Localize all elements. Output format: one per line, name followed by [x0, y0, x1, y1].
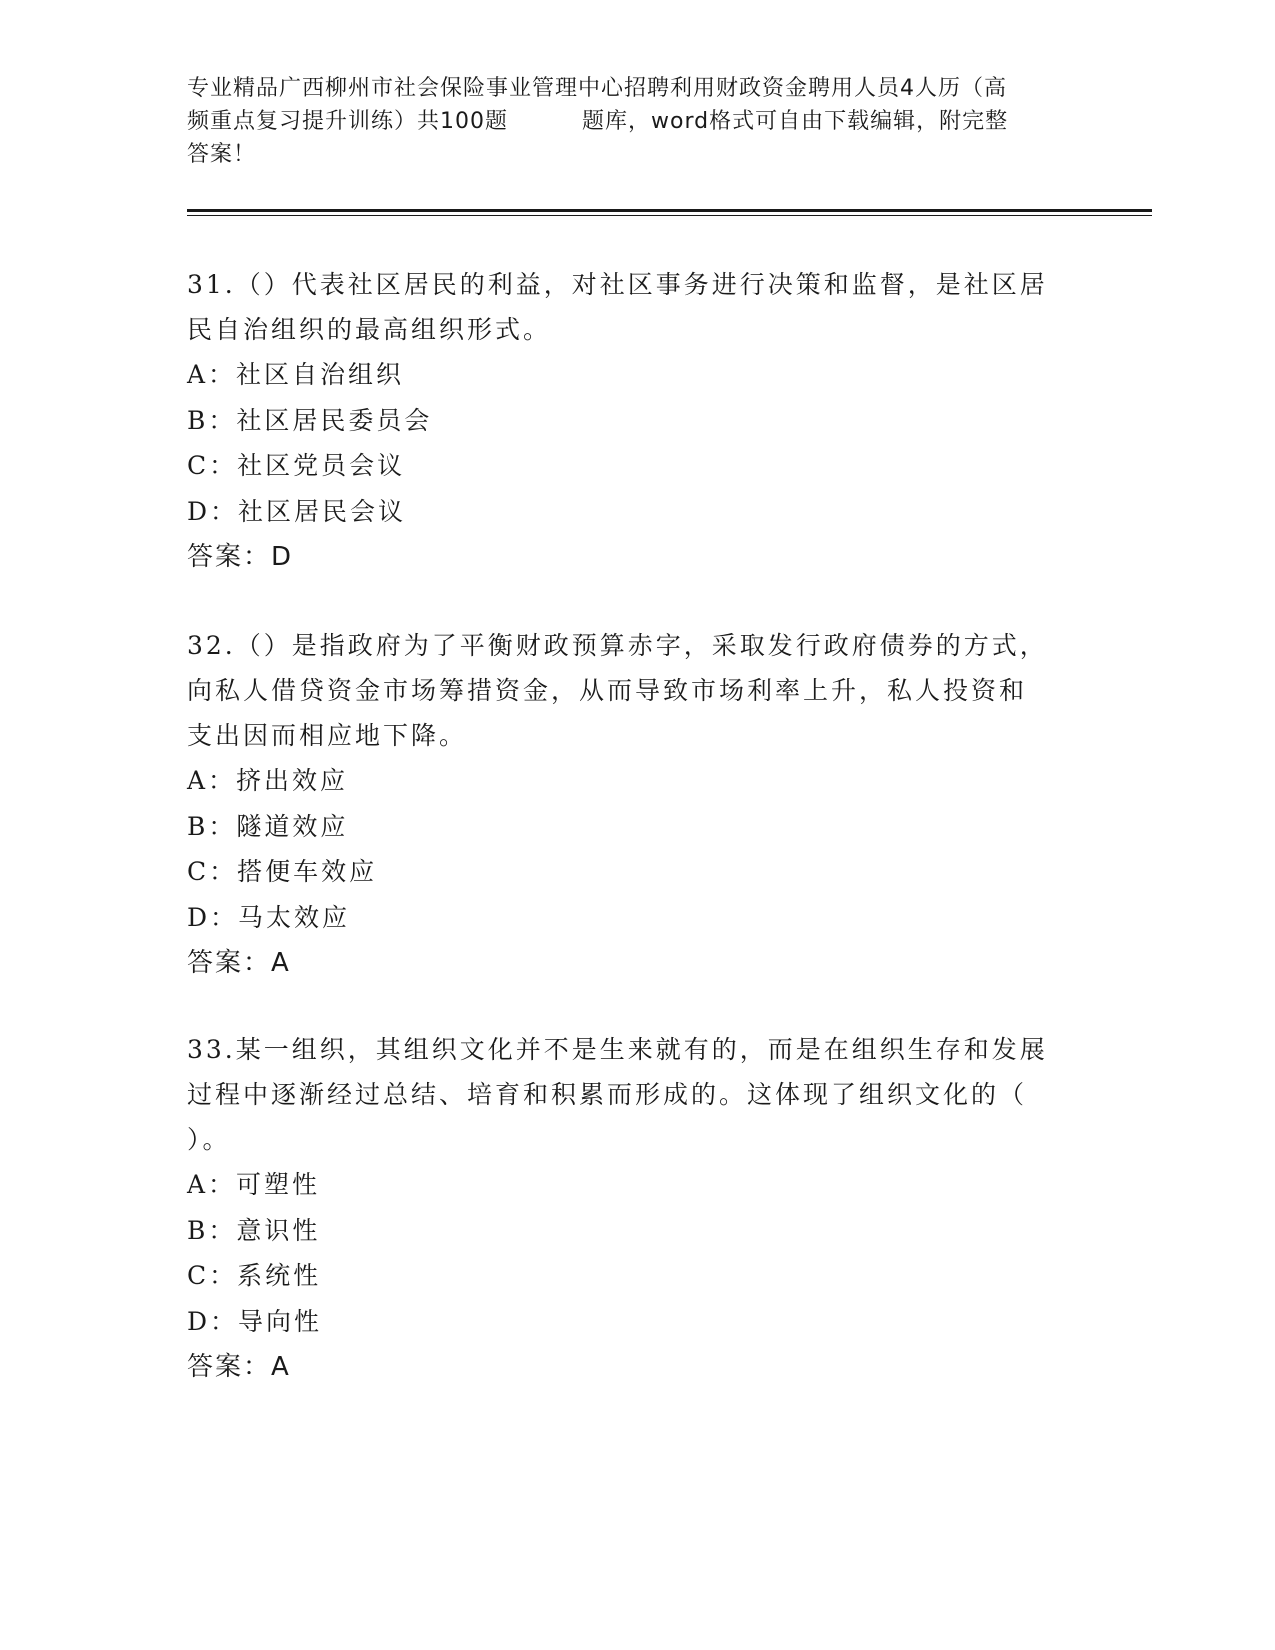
header-line-1: 专业精品广西柳州市社会保险事业管理中心招聘利用财政资金聘用人员4人历（高: [187, 76, 1007, 101]
header-line-2: [187, 105, 1087, 138]
option-d: D：社区居民会议: [187, 496, 407, 526]
header-line-3: 答案！: [187, 142, 257, 167]
document-header: [187, 72, 1087, 171]
header-divider-thin: [187, 215, 1152, 216]
header-line-2-part-2: 题库，word格式可自由下载编辑，附完整: [582, 109, 1009, 134]
option-a: A：社区自治组织: [187, 360, 405, 389]
question-text-line: ）。: [187, 1125, 231, 1154]
option-c: C：系统性: [187, 1261, 322, 1290]
question-text-line: 民自治组织的最高组织形式。: [187, 315, 552, 344]
question-text-line: 32.（）是指政府为了平衡财政预算赤字，采取发行政府债券的方式，: [187, 631, 1048, 660]
question-33: [187, 1027, 1087, 1390]
header-line-2-part-1: 频重点复习提升训练）共100题: [187, 109, 508, 134]
option-b: B：社区居民委员会: [187, 405, 433, 435]
question-text-line: 支出因而相应地下降。: [187, 721, 468, 750]
option-a: A：可塑性: [187, 1170, 321, 1199]
option-c: C：社区党员会议: [187, 451, 406, 480]
option-b: B：隧道效应: [187, 811, 349, 841]
question-32: [187, 623, 1087, 986]
answer: 答案：A: [187, 1352, 291, 1382]
question-text-line: 33.某一组织，其组织文化并不是生来就有的，而是在组织生存和发展: [187, 1035, 1048, 1064]
answer: 答案：D: [187, 542, 294, 572]
option-d: D：导向性: [187, 1306, 323, 1336]
answer: 答案：A: [187, 948, 291, 978]
question-31: [187, 262, 1087, 580]
option-c: C：搭便车效应: [187, 857, 378, 886]
option-b: B：意识性: [187, 1215, 321, 1245]
question-text-line: 向私人借贷资金市场筹措资金，从而导致市场利率上升，私人投资和: [187, 676, 1028, 705]
option-a: A：挤出效应: [187, 766, 349, 795]
option-d: D：马太效应: [187, 902, 351, 932]
header-divider-thick: [187, 209, 1152, 212]
question-text-line: 过程中逐渐经过总结、培育和积累而形成的。这体现了组织文化的（: [187, 1080, 1028, 1109]
question-text-line: 31.（）代表社区居民的利益，对社区事务进行决策和监督，是社区居: [187, 270, 1048, 299]
